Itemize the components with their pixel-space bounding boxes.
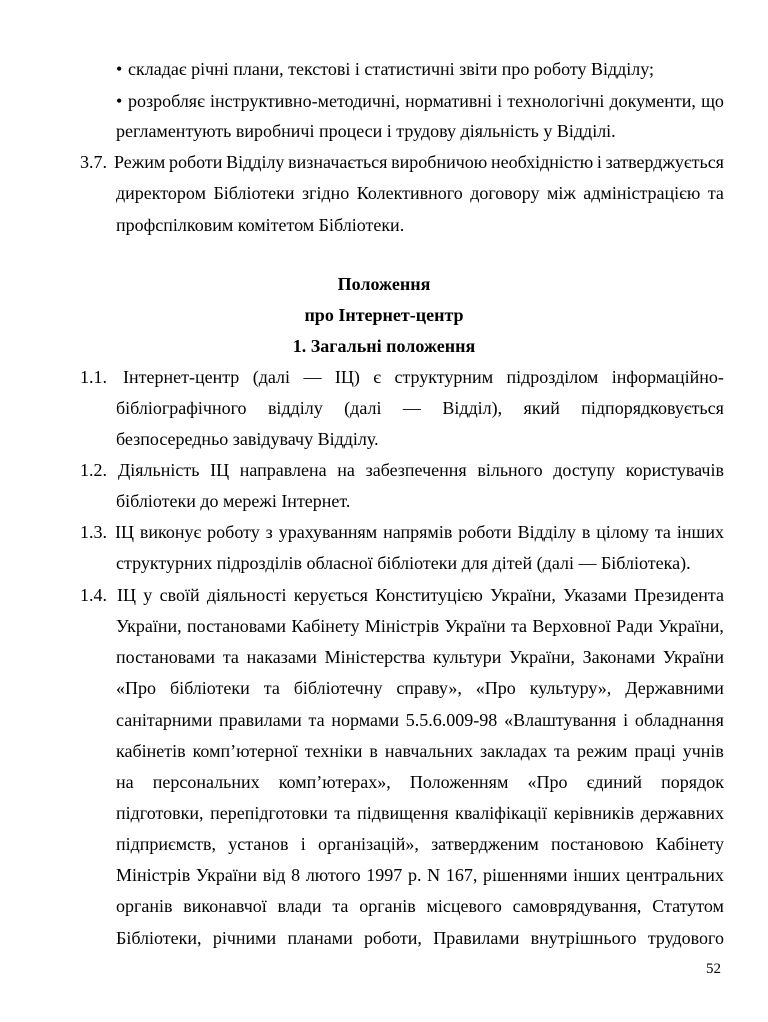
word: забезпечення: [365, 460, 467, 480]
word: закладах: [479, 741, 547, 761]
word: згідно: [302, 183, 350, 203]
word: Президента: [634, 585, 724, 605]
word: Міністрів: [364, 616, 440, 636]
item-1-4-line-5: [116, 711, 724, 729]
word: планами: [287, 928, 353, 948]
word: є: [373, 367, 382, 387]
section-3-7-line-1: [114, 153, 724, 171]
word: Відділу: [226, 152, 285, 172]
word: (далі: [344, 398, 382, 418]
word: порядок: [661, 772, 724, 792]
heading-title: Положення: [337, 274, 431, 294]
word: персональних: [152, 772, 260, 792]
word: в: [369, 741, 378, 761]
item-1-4-line-9: [116, 835, 724, 853]
item-1-4-line-11: [116, 897, 724, 915]
word: роботи: [458, 522, 512, 542]
word: інших: [573, 865, 621, 885]
word: організацій»,: [317, 834, 419, 854]
word: доступу: [553, 460, 616, 480]
word: підрозділом: [506, 367, 599, 387]
word: та: [263, 678, 280, 698]
word: навчальних: [384, 741, 473, 761]
word: Діяльність: [118, 460, 200, 480]
word: підпорядковується: [581, 398, 724, 418]
word: України,: [490, 585, 556, 605]
word: культуру»,: [529, 678, 612, 698]
word: —: [402, 398, 421, 418]
word: бібліотеки: [169, 678, 250, 698]
word: річними: [212, 928, 277, 948]
word: Бібліотеки: [213, 183, 295, 203]
word: правилами: [218, 710, 302, 730]
item-1-4-line-3: [116, 648, 724, 666]
word: діяльності: [206, 585, 287, 605]
word: бібліографічного: [116, 398, 247, 418]
word: і: [300, 834, 306, 854]
item-1-4-line-2: [116, 617, 724, 635]
word: своїй: [159, 585, 200, 605]
word: учнів: [682, 741, 724, 761]
item-1-1-line-2: [116, 399, 724, 417]
word: виконавчої: [183, 896, 267, 916]
word: постановою: [550, 834, 644, 854]
word: 1997: [366, 865, 403, 885]
bullet-1-marker: •: [116, 59, 123, 79]
word: на: [116, 772, 134, 792]
word: необхідністю: [490, 152, 594, 172]
word: N: [427, 865, 441, 885]
word: Положенням: [409, 772, 509, 792]
word: 8: [291, 865, 301, 885]
word: виробничою: [391, 152, 488, 172]
word: урахуванням: [278, 522, 378, 542]
word: напрямів: [383, 522, 453, 542]
word: України: [195, 865, 258, 885]
word: України: [662, 647, 724, 667]
word: Ради: [616, 616, 653, 636]
word: «Про: [116, 678, 156, 698]
word: рішеннями: [483, 865, 568, 885]
word: культури: [432, 647, 502, 667]
word: роботи: [168, 152, 223, 172]
word: підвищення: [357, 803, 449, 823]
word: «Про: [475, 678, 516, 698]
word: направлена: [239, 460, 327, 480]
word: місцевого: [426, 896, 502, 916]
word: постановами: [187, 616, 287, 636]
word: кабінетів: [116, 741, 186, 761]
word: Колективного: [356, 183, 463, 203]
word: Державними: [625, 678, 724, 698]
word: ІЦ: [210, 460, 230, 480]
word: користувачів: [625, 460, 724, 480]
word: та: [332, 896, 349, 916]
item-1-4-line-12: [116, 929, 724, 947]
word: комп’ютерах»,: [278, 772, 391, 792]
word: України: [444, 616, 506, 636]
word: документи,: [609, 91, 696, 111]
word: у: [143, 585, 153, 605]
word: інструктивно-методичні,: [209, 91, 401, 111]
word: на: [337, 460, 355, 480]
item-1-1-line-1: [123, 368, 724, 386]
word: Кабінету: [291, 616, 360, 636]
item-1-2-line-2: бібліотеки до мережі Інтернет.: [116, 491, 351, 511]
item-1-4-line-10: [116, 866, 724, 884]
item-1-4-line-6: [116, 742, 724, 760]
item-1-1-number: 1.1.: [80, 367, 107, 387]
word: затверджується: [605, 152, 724, 172]
word: наказами: [246, 647, 317, 667]
bullet-2-marker: •: [116, 91, 123, 111]
word: ІЦ: [115, 522, 134, 542]
word: Законами: [582, 647, 656, 667]
word: праці: [634, 741, 676, 761]
word: —: [303, 367, 322, 387]
word: Конституцією: [375, 585, 483, 605]
page-number: 52: [706, 961, 721, 977]
word: України,: [509, 647, 575, 667]
word: відділу: [267, 398, 323, 418]
word: нормами: [331, 710, 400, 730]
word: державних: [640, 803, 724, 823]
bullet-1-line-1: складає річні плани, текстові і статистичні звіти про роботу Відділу;: [128, 59, 655, 79]
word: України,: [658, 616, 724, 636]
word: Бібліотеки,: [116, 928, 202, 948]
word: між: [546, 183, 576, 203]
word: Кабінету: [655, 834, 724, 854]
word: затвердженим: [431, 834, 539, 854]
word: єдиний: [586, 772, 643, 792]
word: Інтернет-центр: [123, 367, 240, 387]
word: органів: [116, 896, 173, 916]
word: кваліфікації: [455, 803, 548, 823]
word: вільного: [477, 460, 543, 480]
word: і: [596, 152, 602, 172]
section-3-7-number: 3.7.: [80, 152, 107, 172]
word: та: [222, 647, 239, 667]
item-1-4-number: 1.4.: [80, 585, 107, 605]
word: трудового: [647, 928, 724, 948]
bullet-2-line-2: регламентують виробничі процеси і трудову діяльність у Відділі.: [116, 121, 616, 141]
item-1-3-number: 1.3.: [80, 522, 107, 542]
item-1-4-line-4: [116, 679, 724, 697]
word: цілому: [596, 522, 649, 542]
word: та: [553, 741, 571, 761]
section-3-7-line-3: профспілковим комітетом Бібліотеки.: [116, 215, 405, 235]
word: обладнання: [634, 710, 724, 730]
word: р.: [407, 865, 422, 885]
word: Міністерства: [324, 647, 426, 667]
word: нормативні: [405, 91, 492, 111]
word: Статутом: [652, 896, 724, 916]
word: і: [497, 91, 503, 111]
word: підприємств,: [116, 834, 217, 854]
word: адміністрацією: [583, 183, 701, 203]
bullet-2-line-1: [128, 92, 724, 110]
word: Указами: [563, 585, 627, 605]
word: санітарними: [116, 710, 213, 730]
word: технологічні: [507, 91, 605, 111]
item-1-3-line-2: структурних підрозділів обласної бібліотеки для дітей (далі — Бібліотека).: [116, 553, 691, 573]
word: України,: [116, 616, 182, 636]
word: ІЦ): [334, 367, 360, 387]
item-1-2-number: 1.2.: [80, 460, 107, 480]
word: Відділ),: [442, 398, 503, 418]
word: керівників: [553, 803, 634, 823]
word: комп’ютерної: [192, 741, 298, 761]
word: з: [265, 522, 273, 542]
word: органів: [359, 896, 416, 916]
word: та: [654, 522, 671, 542]
word: лютого: [305, 865, 361, 885]
word: (далі: [252, 367, 291, 387]
word: структурним: [394, 367, 494, 387]
item-1-4-line-7: [116, 773, 724, 791]
word: що: [701, 91, 724, 111]
word: «Влаштування: [504, 710, 617, 730]
word: визначається: [288, 152, 388, 172]
word: договору: [470, 183, 540, 203]
word: інформаційно-: [611, 367, 724, 387]
word: від: [262, 865, 286, 885]
word: і: [623, 710, 629, 730]
word: внутрішнього: [530, 928, 637, 948]
word: підготовки,: [116, 803, 204, 823]
word: розробляє: [128, 91, 205, 111]
word: Верховної: [532, 616, 611, 636]
word: та: [334, 803, 351, 823]
word: роботу: [207, 522, 260, 542]
word: 5.5.6.009-98: [405, 710, 498, 730]
word: Міністрів: [116, 865, 191, 885]
heading-subtitle: про Інтернет-центр: [304, 305, 464, 325]
word: самоврядування,: [512, 896, 642, 916]
word: «Про: [527, 772, 568, 792]
word: бібліотечну: [293, 678, 383, 698]
item-1-4-line-8: [116, 804, 724, 822]
word: інших: [676, 522, 724, 542]
word: постановами: [116, 647, 216, 667]
section-3-7-line-2: [116, 184, 724, 202]
word: який: [523, 398, 560, 418]
word: та: [707, 183, 724, 203]
word: перепідготовки: [210, 803, 328, 823]
word: директором: [116, 183, 206, 203]
word: керується: [293, 585, 368, 605]
word: роботи,: [364, 928, 422, 948]
item-1-3-line-1: [115, 523, 724, 541]
word: справу»,: [396, 678, 462, 698]
word: та: [308, 710, 325, 730]
item-1-1-line-3: безпосередньо завідувачу Відділу.: [116, 429, 379, 449]
word: Режим: [114, 152, 166, 172]
word: в: [581, 522, 591, 542]
item-1-2-line-1: [118, 461, 724, 479]
item-1-4-line-1: [117, 586, 724, 604]
word: центральних: [625, 865, 724, 885]
word: режим: [577, 741, 628, 761]
word: Відділу: [517, 522, 576, 542]
word: Правилами: [433, 928, 520, 948]
word: 167,: [445, 865, 478, 885]
word: техніки: [304, 741, 363, 761]
word: та: [510, 616, 528, 636]
heading-section: 1. Загальні положення: [292, 336, 476, 356]
word: виконує: [139, 522, 202, 542]
word: ІЦ: [117, 585, 136, 605]
word: влади: [277, 896, 322, 916]
word: установ: [228, 834, 289, 854]
